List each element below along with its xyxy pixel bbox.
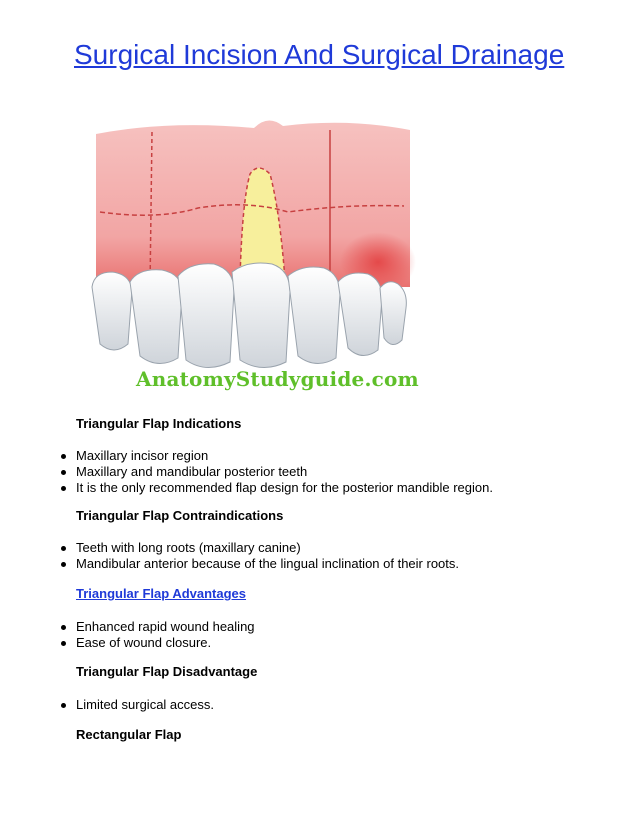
list-item: Enhanced rapid wound healing bbox=[40, 619, 255, 635]
list-disadvantage bbox=[40, 697, 214, 713]
heading-indications: Triangular Flap Indications bbox=[76, 416, 242, 431]
flap-illustration bbox=[78, 112, 418, 402]
teeth-row bbox=[92, 263, 406, 368]
heading-contraindications: Triangular Flap Contraindications bbox=[76, 508, 284, 523]
list-item: Teeth with long roots (maxillary canine) bbox=[40, 540, 459, 556]
heading-advantages-link[interactable]: Triangular Flap Advantages bbox=[76, 586, 247, 601]
gum-teeth-drawing bbox=[78, 112, 418, 402]
list-item: It is the only recommended flap design for the posterior mandible region. bbox=[40, 480, 493, 496]
list-item: Maxillary incisor region bbox=[40, 448, 493, 464]
list-item: Limited surgical access. bbox=[40, 697, 214, 713]
heading-disadvantage: Triangular Flap Disadvantage bbox=[76, 664, 258, 679]
list-indications bbox=[40, 448, 493, 496]
heading-rectangular-flap: Rectangular Flap bbox=[76, 727, 182, 742]
list-item: Maxillary and mandibular posterior teeth bbox=[40, 464, 493, 480]
list-item: Mandibular anterior because of the lingual inclination of their roots. bbox=[40, 556, 459, 572]
watermark-text: AnatomyStudyguide.com bbox=[136, 367, 419, 391]
list-item: Ease of wound closure. bbox=[40, 635, 255, 651]
page-title[interactable]: Surgical Incision And Surgical Drainage bbox=[74, 39, 565, 70]
list-contraindications bbox=[40, 540, 459, 572]
list-advantages bbox=[40, 619, 255, 651]
